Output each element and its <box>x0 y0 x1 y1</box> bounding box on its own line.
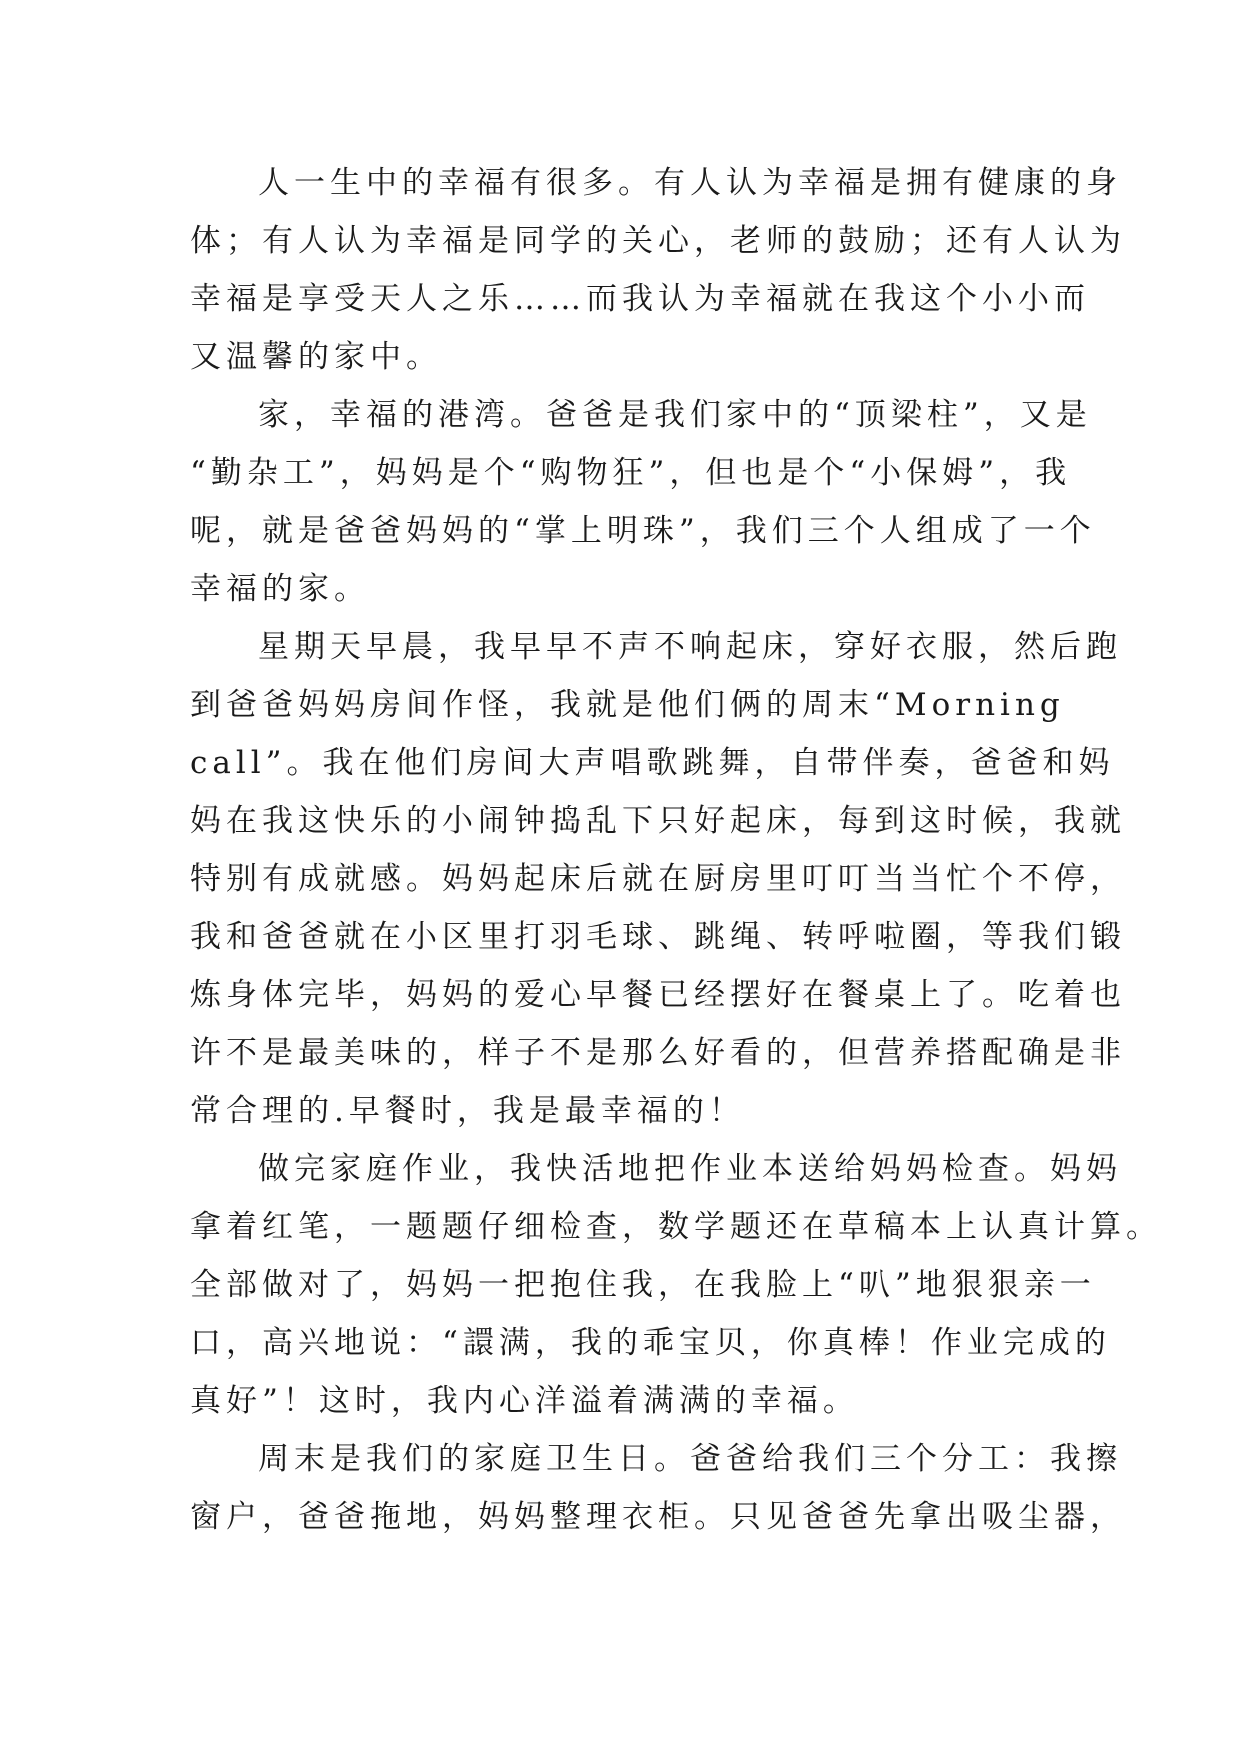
text-line: 全部做对了，妈妈一把抱住我，在我脸上“叭”地狠狠亲一 <box>190 1267 1096 1303</box>
text-line: 口，高兴地说：“譞满，我的乖宝贝，你真棒！作业完成的 <box>190 1325 1111 1361</box>
text-line: 到爸爸妈妈房间作怪，我就是他们俩的周末“Morning <box>190 687 1065 723</box>
text-line: 做完家庭作业，我快活地把作业本送给妈妈检查。妈妈 <box>258 1151 1122 1187</box>
text-line: 又温馨的家中。 <box>190 339 442 375</box>
text-line: “勤杂工”，妈妈是个“购物狂”，但也是个“小保姆”，我 <box>190 455 1072 491</box>
text-line: 体；有人认为幸福是同学的关心，老师的鼓励；还有人认为 <box>190 223 1126 259</box>
text-line: 特别有成就感。妈妈起床后就在厨房里叮叮当当忙个不停， <box>190 861 1126 897</box>
essay-body <box>190 154 1162 1546</box>
text-line: 我和爸爸就在小区里打羽毛球、跳绳、转呼啦圈，等我们锻 <box>190 919 1126 955</box>
text-line: 幸福是享受天人之乐……而我认为幸福就在我这个小小而 <box>190 281 1090 317</box>
text-line: 周末是我们的家庭卫生日。爸爸给我们三个分工：我擦 <box>258 1441 1122 1477</box>
text-line: 人一生中的幸福有很多。有人认为幸福是拥有健康的身 <box>258 165 1122 201</box>
text-line: 许不是最美味的，样子不是那么好看的，但营养搭配确是非 <box>190 1035 1126 1071</box>
text-line: 呢，就是爸爸妈妈的“掌上明珠”，我们三个人组成了一个 <box>190 513 1096 549</box>
text-line: call”。我在他们房间大声唱歌跳舞，自带伴奏，爸爸和妈 <box>190 745 1115 781</box>
text-line: 幸福的家。 <box>190 571 370 607</box>
text-line: 妈在我这快乐的小闹钟捣乱下只好起床，每到这时候，我就 <box>190 803 1126 839</box>
text-line: 窗户，爸爸拖地，妈妈整理衣柜。只见爸爸先拿出吸尘器， <box>190 1499 1126 1535</box>
text-line: 拿着红笔，一题题仔细检查，数学题还在草稿本上认真计算。 <box>190 1209 1162 1245</box>
text-line: 星期天早晨，我早早不声不响起床，穿好衣服，然后跑 <box>258 629 1122 665</box>
text-line: 家，幸福的港湾。爸爸是我们家中的“顶梁柱”，又是 <box>258 397 1092 433</box>
text-line: 常合理的.早餐时，我是最幸福的！ <box>190 1093 745 1129</box>
text-line: 真好”！这时，我内心洋溢着满满的幸福。 <box>190 1383 859 1419</box>
text-line: 炼身体完毕，妈妈的爱心早餐已经摆好在餐桌上了。吃着也 <box>190 977 1126 1013</box>
